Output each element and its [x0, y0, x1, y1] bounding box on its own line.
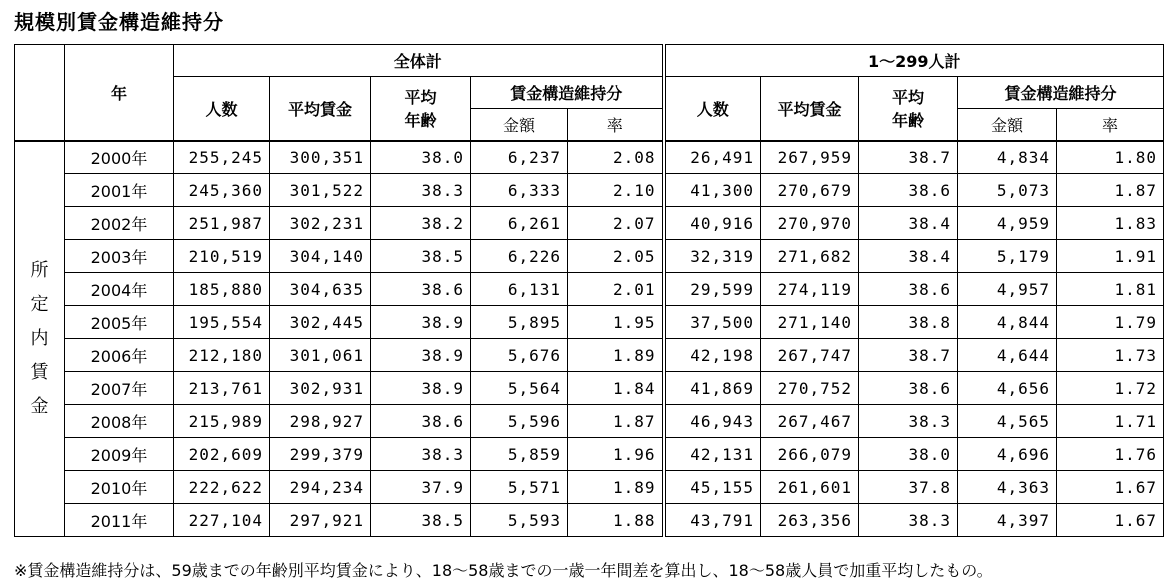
year-cell: 2006年 [65, 339, 174, 372]
cell-t-people: 251,987 [174, 207, 270, 240]
cell-s-amt: 4,565 [958, 405, 1057, 438]
cell-t-amt: 5,564 [471, 372, 568, 405]
cell-t-people: 215,989 [174, 405, 270, 438]
cell-t-age: 38.2 [371, 207, 471, 240]
cell-t-rate: 2.10 [568, 174, 664, 207]
cell-s-people: 32,319 [664, 240, 761, 273]
header-maint-small: 賃金構造維持分 [958, 77, 1164, 109]
cell-s-people: 41,300 [664, 174, 761, 207]
cell-s-wage: 270,679 [761, 174, 859, 207]
cell-t-people: 213,761 [174, 372, 270, 405]
cell-t-age: 38.9 [371, 306, 471, 339]
year-cell: 2005年 [65, 306, 174, 339]
cell-s-wage: 267,747 [761, 339, 859, 372]
header-avg-wage: 平均賃金 [270, 77, 371, 141]
footnote: ※賃金構造維持分は、59歳までの年齢別平均賃金により、18～58歳までの一歳一年間差を算出し、18～58歳人員で加重平均したもの。 [14, 561, 993, 580]
cell-t-age: 38.9 [371, 339, 471, 372]
wage-table [14, 44, 1164, 537]
side-label-char: 所 [30, 259, 49, 281]
cell-t-age: 38.3 [371, 438, 471, 471]
cell-t-wage: 301,522 [270, 174, 371, 207]
cell-t-wage: 294,234 [270, 471, 371, 504]
cell-s-wage: 274,119 [761, 273, 859, 306]
table-row [15, 273, 1164, 306]
cell-t-age: 38.3 [371, 174, 471, 207]
cell-s-age: 38.6 [859, 372, 958, 405]
cell-s-people: 46,943 [664, 405, 761, 438]
cell-t-rate: 1.89 [568, 471, 664, 504]
cell-t-people: 227,104 [174, 504, 270, 537]
cell-s-age: 38.7 [859, 141, 958, 174]
cell-t-age: 37.9 [371, 471, 471, 504]
cell-s-wage: 270,752 [761, 372, 859, 405]
table-row [15, 471, 1164, 504]
side-label-char: 内 [30, 327, 49, 349]
cell-t-wage: 304,635 [270, 273, 371, 306]
table-row [15, 240, 1164, 273]
cell-t-rate: 1.96 [568, 438, 664, 471]
header-group-small: 1～299人計 [664, 45, 1164, 77]
page-title: 規模別賃金構造維持分 [14, 10, 224, 34]
year-cell: 2008年 [65, 405, 174, 438]
cell-s-people: 29,599 [664, 273, 761, 306]
cell-s-amt: 4,844 [958, 306, 1057, 339]
cell-s-amt: 5,179 [958, 240, 1057, 273]
cell-t-wage: 302,231 [270, 207, 371, 240]
cell-s-age: 38.0 [859, 438, 958, 471]
table-header [15, 45, 1164, 141]
cell-s-rate: 1.87 [1057, 174, 1164, 207]
cell-t-people: 210,519 [174, 240, 270, 273]
cell-s-amt: 4,957 [958, 273, 1057, 306]
cell-t-amt: 6,226 [471, 240, 568, 273]
cell-s-amt: 4,644 [958, 339, 1057, 372]
header-amount-small: 金額 [958, 109, 1057, 141]
year-cell: 2001年 [65, 174, 174, 207]
cell-t-amt: 6,131 [471, 273, 568, 306]
cell-t-wage: 304,140 [270, 240, 371, 273]
cell-t-people: 185,880 [174, 273, 270, 306]
header-people-small: 人数 [664, 77, 761, 141]
cell-s-people: 42,198 [664, 339, 761, 372]
cell-t-people: 255,245 [174, 141, 270, 174]
cell-t-wage: 302,931 [270, 372, 371, 405]
cell-t-rate: 1.87 [568, 405, 664, 438]
header-corner [15, 45, 65, 141]
year-cell: 2010年 [65, 471, 174, 504]
cell-t-rate: 1.88 [568, 504, 664, 537]
cell-s-age: 38.6 [859, 273, 958, 306]
header-year: 年 [65, 45, 174, 141]
header-group-total: 全体計 [174, 45, 664, 77]
cell-s-rate: 1.73 [1057, 339, 1164, 372]
table-row [15, 405, 1164, 438]
header-avg-age: 平均 年齢 [371, 77, 471, 141]
header-maint: 賃金構造維持分 [471, 77, 664, 109]
year-cell: 2004年 [65, 273, 174, 306]
cell-t-age: 38.9 [371, 372, 471, 405]
cell-s-rate: 1.67 [1057, 471, 1164, 504]
header-people: 人数 [174, 77, 270, 141]
cell-s-amt: 4,656 [958, 372, 1057, 405]
header-rate: 率 [568, 109, 664, 141]
year-cell: 2011年 [65, 504, 174, 537]
cell-s-wage: 263,356 [761, 504, 859, 537]
cell-t-rate: 1.84 [568, 372, 664, 405]
cell-s-rate: 1.76 [1057, 438, 1164, 471]
cell-t-amt: 5,593 [471, 504, 568, 537]
cell-s-rate: 1.72 [1057, 372, 1164, 405]
cell-t-people: 212,180 [174, 339, 270, 372]
cell-t-people: 245,360 [174, 174, 270, 207]
cell-t-amt: 6,333 [471, 174, 568, 207]
cell-s-people: 45,155 [664, 471, 761, 504]
cell-s-age: 38.7 [859, 339, 958, 372]
cell-s-age: 38.4 [859, 207, 958, 240]
cell-s-age: 37.8 [859, 471, 958, 504]
cell-t-wage: 302,445 [270, 306, 371, 339]
cell-t-rate: 1.95 [568, 306, 664, 339]
table-row [15, 306, 1164, 339]
table-row [15, 174, 1164, 207]
cell-t-amt: 5,676 [471, 339, 568, 372]
year-cell: 2002年 [65, 207, 174, 240]
cell-s-people: 43,791 [664, 504, 761, 537]
table-row [15, 141, 1164, 174]
table-body [15, 141, 1164, 537]
cell-s-amt: 5,073 [958, 174, 1057, 207]
table-row [15, 504, 1164, 537]
table-row [15, 339, 1164, 372]
cell-t-wage: 298,927 [270, 405, 371, 438]
cell-s-rate: 1.83 [1057, 207, 1164, 240]
cell-s-people: 40,916 [664, 207, 761, 240]
header-amount: 金額 [471, 109, 568, 141]
cell-s-people: 42,131 [664, 438, 761, 471]
cell-s-amt: 4,696 [958, 438, 1057, 471]
cell-s-wage: 271,682 [761, 240, 859, 273]
cell-t-people: 195,554 [174, 306, 270, 339]
cell-s-wage: 271,140 [761, 306, 859, 339]
year-cell: 2000年 [65, 141, 174, 174]
cell-s-wage: 267,959 [761, 141, 859, 174]
cell-t-amt: 5,859 [471, 438, 568, 471]
header-avg-age-small: 平均 年齢 [859, 77, 958, 141]
cell-t-rate: 2.08 [568, 141, 664, 174]
cell-s-rate: 1.80 [1057, 141, 1164, 174]
cell-s-rate: 1.79 [1057, 306, 1164, 339]
year-cell: 2009年 [65, 438, 174, 471]
cell-s-people: 41,869 [664, 372, 761, 405]
cell-s-wage: 266,079 [761, 438, 859, 471]
cell-t-rate: 1.89 [568, 339, 664, 372]
cell-s-age: 38.3 [859, 405, 958, 438]
cell-s-amt: 4,363 [958, 471, 1057, 504]
cell-s-age: 38.6 [859, 174, 958, 207]
cell-t-wage: 301,061 [270, 339, 371, 372]
cell-t-age: 38.6 [371, 273, 471, 306]
cell-s-rate: 1.71 [1057, 405, 1164, 438]
cell-t-people: 222,622 [174, 471, 270, 504]
side-label-char: 賃 [30, 361, 49, 383]
cell-t-amt: 5,571 [471, 471, 568, 504]
cell-t-age: 38.5 [371, 240, 471, 273]
cell-t-age: 38.6 [371, 405, 471, 438]
cell-t-people: 202,609 [174, 438, 270, 471]
cell-s-amt: 4,834 [958, 141, 1057, 174]
cell-t-amt: 5,596 [471, 405, 568, 438]
header-rate-small: 率 [1057, 109, 1164, 141]
cell-t-wage: 300,351 [270, 141, 371, 174]
year-cell: 2007年 [65, 372, 174, 405]
cell-s-rate: 1.81 [1057, 273, 1164, 306]
table-row [15, 372, 1164, 405]
cell-s-age: 38.4 [859, 240, 958, 273]
cell-t-rate: 2.07 [568, 207, 664, 240]
cell-s-age: 38.8 [859, 306, 958, 339]
year-cell: 2003年 [65, 240, 174, 273]
table-row [15, 207, 1164, 240]
cell-s-people: 26,491 [664, 141, 761, 174]
cell-t-rate: 2.05 [568, 240, 664, 273]
cell-s-age: 38.3 [859, 504, 958, 537]
cell-t-wage: 299,379 [270, 438, 371, 471]
cell-t-amt: 5,895 [471, 306, 568, 339]
side-label-char: 金 [30, 395, 49, 417]
cell-s-amt: 4,959 [958, 207, 1057, 240]
cell-s-rate: 1.91 [1057, 240, 1164, 273]
side-label [15, 141, 65, 537]
cell-s-wage: 267,467 [761, 405, 859, 438]
side-label-char: 定 [30, 293, 49, 315]
cell-s-wage: 261,601 [761, 471, 859, 504]
cell-t-age: 38.5 [371, 504, 471, 537]
table-row [15, 438, 1164, 471]
cell-t-rate: 2.01 [568, 273, 664, 306]
cell-s-wage: 270,970 [761, 207, 859, 240]
cell-t-amt: 6,237 [471, 141, 568, 174]
cell-t-wage: 297,921 [270, 504, 371, 537]
cell-s-rate: 1.67 [1057, 504, 1164, 537]
cell-s-people: 37,500 [664, 306, 761, 339]
cell-s-amt: 4,397 [958, 504, 1057, 537]
cell-t-age: 38.0 [371, 141, 471, 174]
cell-t-amt: 6,261 [471, 207, 568, 240]
header-avg-wage-small: 平均賃金 [761, 77, 859, 141]
